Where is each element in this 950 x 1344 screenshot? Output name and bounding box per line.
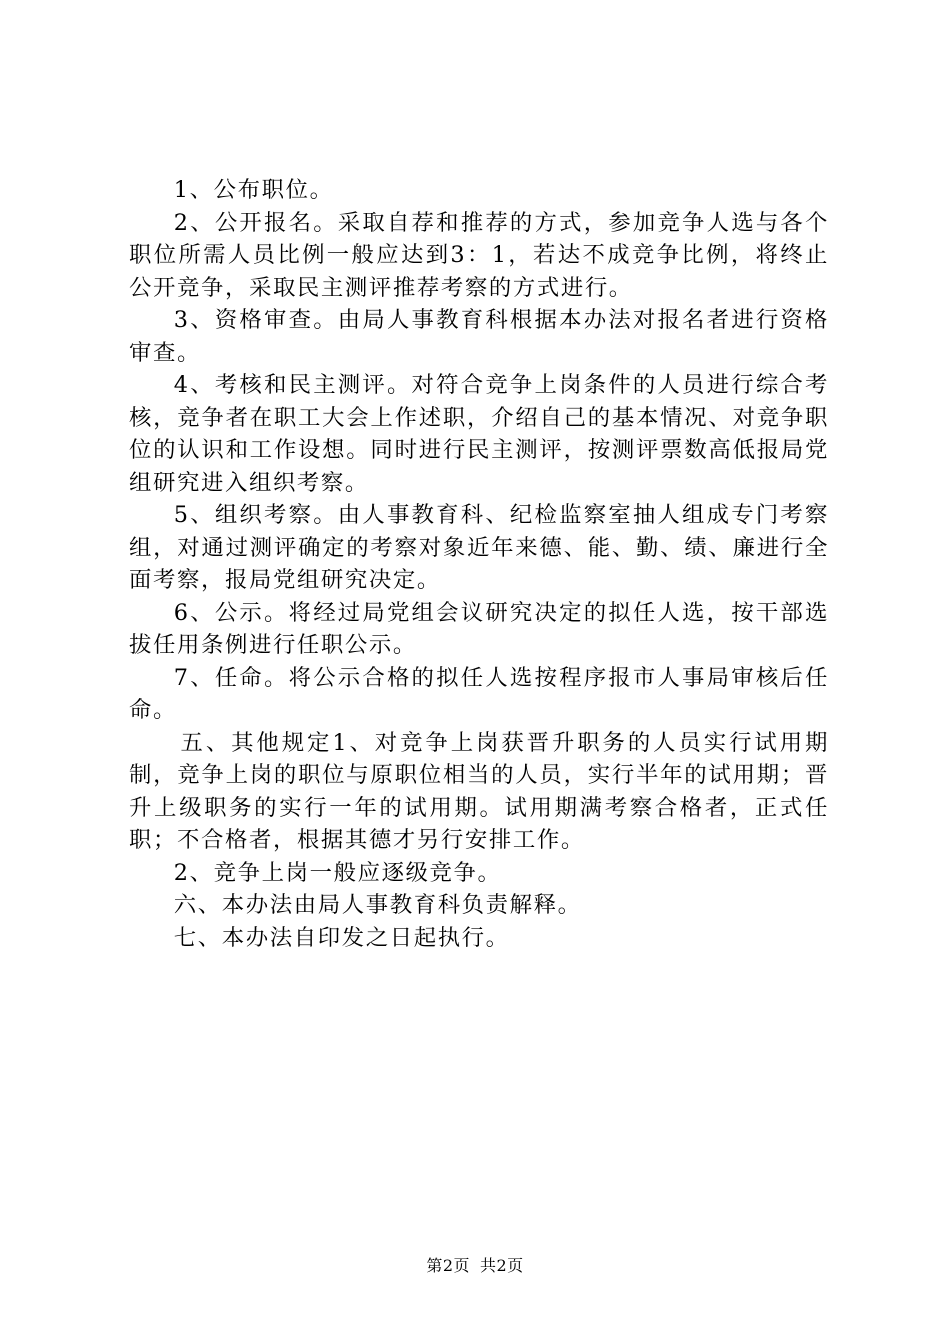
paragraph-assessment-evaluation: 4、考核和民主测评。对符合竞争上岗条件的人员进行综合考核，竞争者在职工大会上作述职，介绍自己的基本情况、对竞争职位的认识和工作设想。同时进行民主测评，按测评票数高低报局党组研究进入组织考察。 (129, 372, 829, 496)
paragraph-effective-date: 七、本办法自印发之日起执行。 (173, 924, 510, 951)
paragraph-interpretation: 六、本办法由局人事教育科负责解释。 (173, 892, 582, 918)
paragraph-other-provisions: 五、其他规定1、对竞争上岗获晋升职务的人员实行试用期制，竞争上岗的职位与原职位相当的人员，实行半年的试用期；晋升上级职务的实行一年的试用期。试用期满考察合格者，正式任职；不合格者，根据其德才另行安排工作。 (129, 729, 829, 853)
paragraph-publish-positions: 1、公布职位。 (173, 177, 334, 203)
paragraph-qualification-review: 3、资格审查。由局人事教育科根据本办法对报名者进行资格审查。 (129, 307, 829, 366)
paragraph-public-notice: 6、公示。将经过局党组会议研究决定的拟任人选，按干部选拔任用条例进行任职公示。 (129, 599, 829, 658)
page-number-total: 共2页 (480, 1256, 524, 1275)
paragraph-step-by-step-competition: 2、竞争上岗一般应逐级竞争。 (173, 859, 502, 886)
paragraph-organization-inspection: 5、组织考察。由人事教育科、纪检监察室抽人组成专门考察组，对通过测评确定的考察对象近年来德、能、勤、绩、廉进行全面考察，报局党组研究决定。 (129, 502, 829, 593)
paragraph-appointment: 7、任命。将公示合格的拟任人选按程序报市人事局审核后任命。 (129, 664, 829, 723)
page-footer (0, 1256, 950, 1276)
document-body (129, 174, 829, 954)
page-number-current: 第2页 (426, 1256, 470, 1275)
paragraph-open-registration: 2、公开报名。采取自荐和推荐的方式，参加竞争人选与各个职位所需人员比例一般应达到3：1，若达不成竞争比例，将终止公开竞争，采取民主测评推荐考察的方式进行。 (129, 209, 829, 301)
